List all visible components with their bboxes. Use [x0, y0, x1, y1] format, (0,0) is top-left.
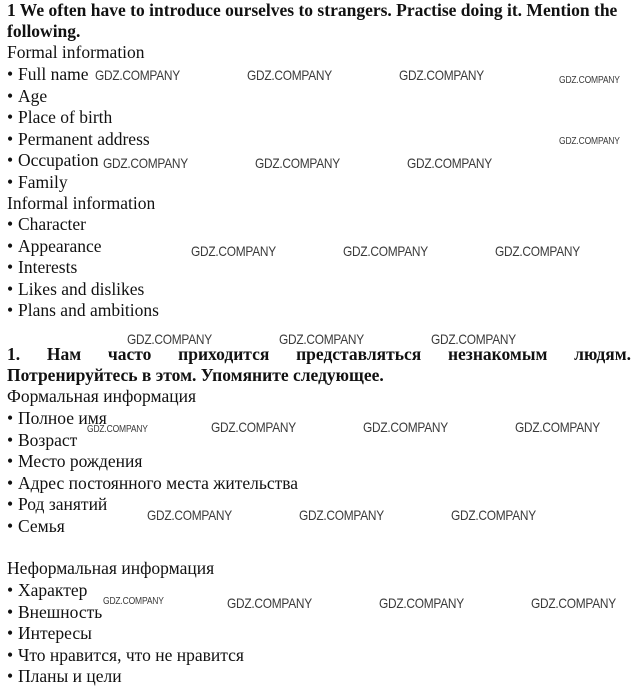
watermark: GDZ.COMPANY	[147, 507, 232, 523]
list-item: • Character	[7, 214, 87, 234]
watermark: GDZ.COMPANY	[227, 595, 312, 611]
bullet-icon: •	[7, 128, 14, 149]
list-item: • Интересы	[7, 623, 92, 644]
list-item: • Place of birth	[7, 107, 113, 128]
bullet-icon: •	[7, 171, 14, 192]
list-item: • Полное имя	[7, 408, 107, 428]
watermark: GDZ.COMPANY	[87, 424, 148, 435]
list-item: • Что нравится, что не нравится	[7, 644, 244, 665]
russian-formal-title: Формальная информация	[7, 386, 197, 406]
watermark: GDZ.COMPANY	[531, 595, 616, 611]
bullet-icon: •	[7, 107, 14, 128]
russian-heading: 1. Нам часто приходится представляться незнакомым людям. Потренируйтесь в этом. Упомяните следующее.	[7, 344, 631, 385]
list-item: • Occupation	[7, 150, 99, 171]
bullet-icon: •	[7, 580, 14, 600]
english-heading: 1 We often have to introduce ourselves to strangers. Practise doing it. Mention the following.	[7, 0, 618, 41]
watermark: GDZ.COMPANY	[515, 419, 600, 435]
list-item: • Планы и цели	[7, 666, 122, 687]
bullet-icon: •	[7, 300, 14, 321]
bullet-icon: •	[7, 278, 14, 299]
watermark: GDZ.COMPANY	[559, 136, 620, 147]
list-item: • Внешность	[7, 601, 103, 622]
list-item: • Likes and dislikes	[7, 278, 145, 299]
russian-informal-title: Неформальная информация	[7, 558, 215, 578]
watermark: GDZ.COMPANY	[127, 331, 212, 347]
watermark: GDZ.COMPANY	[247, 67, 332, 83]
bullet-icon: •	[7, 408, 14, 428]
watermark: GDZ.COMPANY	[279, 331, 364, 347]
bullet-icon: •	[7, 451, 14, 472]
watermark: GDZ.COMPANY	[255, 155, 340, 171]
watermark: GDZ.COMPANY	[95, 67, 180, 83]
list-item: • Род занятий	[7, 494, 108, 515]
list-item: • Appearance	[7, 235, 102, 256]
list-item: • Interests	[7, 257, 78, 278]
bullet-icon: •	[7, 150, 14, 171]
list-item: • Family	[7, 171, 68, 192]
watermark: GDZ.COMPANY	[103, 596, 164, 607]
watermark: GDZ.COMPANY	[451, 507, 536, 523]
bullet-icon: •	[7, 257, 14, 278]
bullet-icon: •	[7, 601, 14, 622]
english-informal-list	[7, 214, 159, 322]
list-item: • Семья	[7, 515, 65, 536]
list-item: • Характер	[7, 580, 88, 600]
watermark: GDZ.COMPANY	[399, 67, 484, 83]
list-item: • Permanent address	[7, 128, 150, 149]
list-item: • Адрес постоянного места жительства	[7, 472, 299, 493]
watermark: GDZ.COMPANY	[103, 155, 188, 171]
english-formal-list	[7, 64, 150, 194]
bullet-icon: •	[7, 494, 14, 515]
watermark: GDZ.COMPANY	[495, 243, 580, 259]
bullet-icon: •	[7, 429, 14, 450]
watermark: GDZ.COMPANY	[363, 419, 448, 435]
bullet-icon: •	[7, 515, 14, 536]
watermark: GDZ.COMPANY	[379, 595, 464, 611]
bullet-icon: •	[7, 644, 14, 665]
list-item: • Возраст	[7, 429, 78, 450]
watermark: GDZ.COMPANY	[407, 155, 492, 171]
bullet-icon: •	[7, 214, 14, 234]
watermark: GDZ.COMPANY	[343, 243, 428, 259]
bullet-icon: •	[7, 666, 14, 687]
watermark: GDZ.COMPANY	[431, 331, 516, 347]
watermark: GDZ.COMPANY	[191, 243, 276, 259]
list-item: • Место рождения	[7, 451, 143, 472]
watermark: GDZ.COMPANY	[559, 75, 620, 86]
bullet-icon: •	[7, 85, 14, 106]
list-item: • Plans and ambitions	[7, 300, 159, 321]
english-informal-title: Informal information	[7, 193, 156, 213]
watermark: GDZ.COMPANY	[299, 507, 384, 523]
bullet-icon: •	[7, 235, 14, 256]
bullet-icon: •	[7, 623, 14, 644]
watermark: GDZ.COMPANY	[211, 419, 296, 435]
bullet-icon: •	[7, 64, 14, 84]
list-item: • Full name	[7, 64, 89, 84]
english-formal-title: Formal information	[7, 42, 145, 62]
bullet-icon: •	[7, 472, 14, 493]
list-item: • Age	[7, 85, 48, 106]
